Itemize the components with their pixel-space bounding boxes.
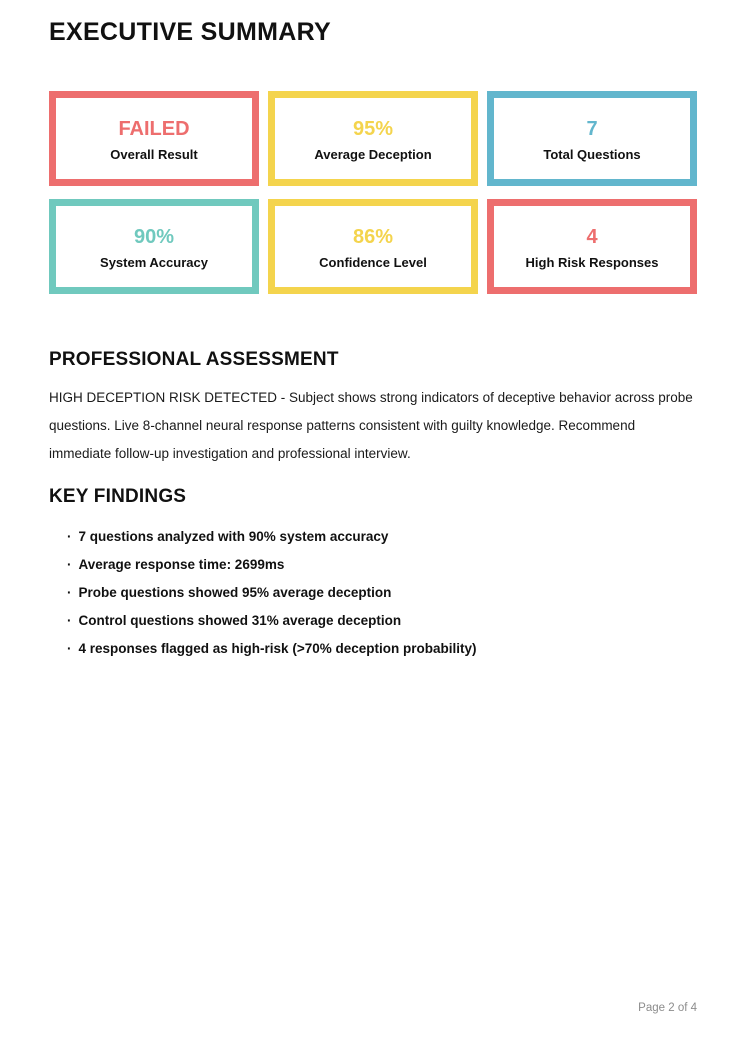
stat-value: 7 bbox=[586, 118, 598, 140]
bullet-dot: · bbox=[67, 585, 72, 600]
finding-text: 7 questions analyzed with 90% system accuracy bbox=[78, 529, 389, 544]
summary-stat-grid bbox=[49, 91, 697, 294]
professional-assessment-section bbox=[49, 349, 697, 468]
bullet-dot: · bbox=[67, 641, 72, 656]
findings-heading: KEY FINDINGS bbox=[49, 486, 187, 507]
stat-label: High Risk Responses bbox=[525, 255, 659, 270]
bullet-dot: · bbox=[67, 529, 72, 544]
stat-card-system-accuracy bbox=[49, 199, 259, 294]
stat-card-confidence-level bbox=[268, 199, 478, 294]
finding-item bbox=[67, 640, 697, 657]
stat-label: Confidence Level bbox=[319, 255, 427, 270]
assessment-body: HIGH DECEPTION RISK DETECTED - Subject shows strong indicators of deceptive behavior across probe questions. Live 8-channel neural response patterns consistent with guilty knowledge. Recommend immediate follow-up investigation and professional interview. bbox=[49, 390, 693, 461]
finding-item bbox=[67, 556, 697, 573]
finding-text: 4 responses flagged as high-risk (>70% deception probability) bbox=[78, 641, 477, 656]
stat-value: FAILED bbox=[118, 118, 190, 140]
stat-value: 90% bbox=[133, 226, 175, 248]
finding-text: Average response time: 2699ms bbox=[78, 557, 285, 572]
stat-value: 95% bbox=[352, 118, 394, 140]
finding-text: Control questions showed 31% average deception bbox=[78, 613, 402, 628]
stat-label: Average Deception bbox=[314, 147, 432, 162]
finding-text: Probe questions showed 95% average deception bbox=[78, 585, 392, 600]
page-number: Page 2 of 4 bbox=[638, 1002, 697, 1014]
stat-card-overall-result bbox=[49, 91, 259, 186]
stat-value: 86% bbox=[352, 226, 394, 248]
finding-item bbox=[67, 612, 697, 629]
stat-card-total-questions bbox=[487, 91, 697, 186]
stat-label: Overall Result bbox=[110, 147, 198, 162]
page-title: EXECUTIVE SUMMARY bbox=[49, 18, 331, 46]
stat-card-high-risk-responses bbox=[487, 199, 697, 294]
finding-item bbox=[67, 528, 697, 545]
stat-label: Total Questions bbox=[543, 147, 641, 162]
bullet-dot: · bbox=[67, 557, 72, 572]
finding-item bbox=[67, 584, 697, 601]
bullet-dot: · bbox=[67, 613, 72, 628]
assessment-heading: PROFESSIONAL ASSESSMENT bbox=[49, 349, 339, 370]
findings-list bbox=[49, 528, 697, 657]
key-findings-section bbox=[49, 486, 697, 657]
stat-label: System Accuracy bbox=[100, 255, 208, 270]
stat-card-average-deception bbox=[268, 91, 478, 186]
stat-value: 4 bbox=[586, 226, 598, 248]
